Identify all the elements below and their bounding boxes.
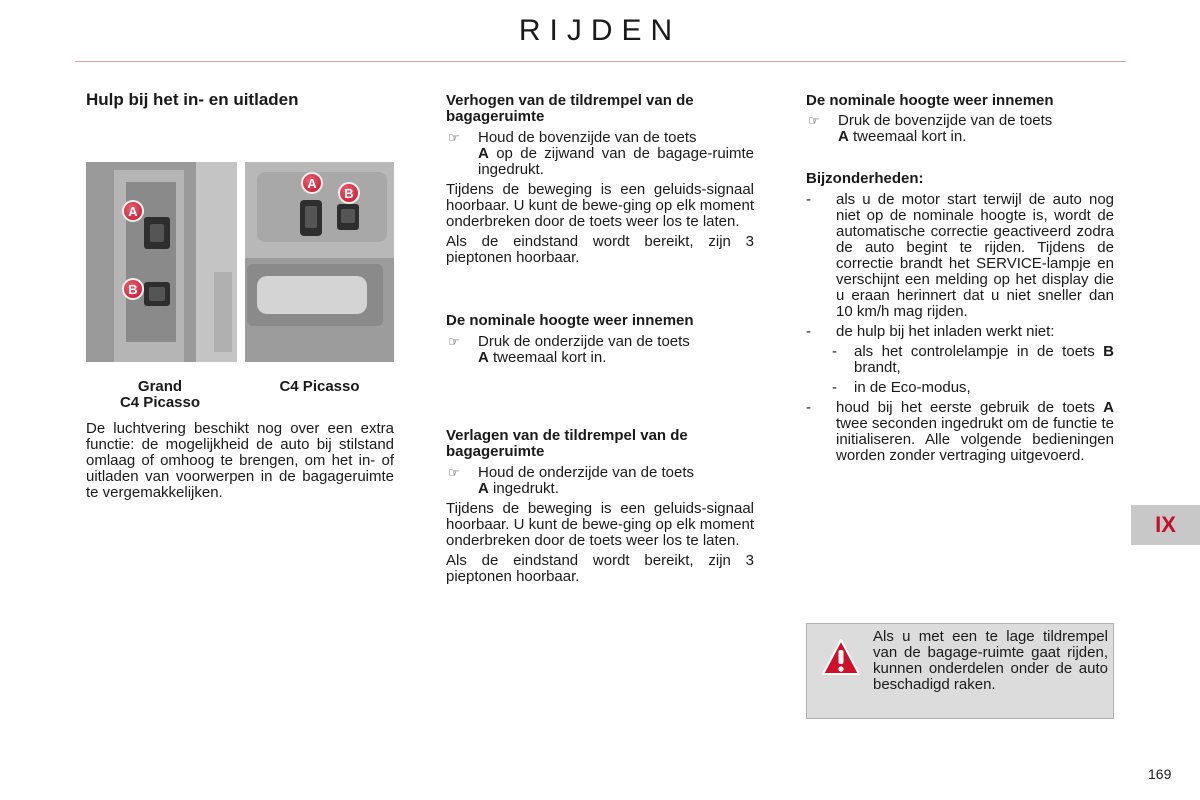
instruction-text: tweemaal kort in.: [853, 128, 967, 145]
key-label: A: [478, 480, 489, 497]
raise-paragraph-2: Als de eindstand wordt bereikt, zijn 3 pieptonen hoorbaar.: [446, 233, 754, 266]
pointing-hand-icon: ☞: [808, 113, 820, 128]
detail-subitem-1: [832, 344, 1114, 376]
warning-box: [806, 623, 1114, 719]
pointing-hand-icon: ☞: [448, 334, 460, 349]
intro-text-block: [86, 421, 394, 505]
badge-b: B: [122, 278, 144, 300]
pointing-hand-icon: ☞: [448, 130, 460, 145]
detail-item-1: [806, 192, 1114, 320]
raise-paragraph-1: Tijdens de beweging is een geluids-signaal hoorbaar. U kunt de bewe-ging op elk moment onderbreken door de toets weer los te laten.: [446, 181, 754, 230]
section-heading: Hulp bij het in- en uitladen: [86, 90, 299, 109]
chapter-tab[interactable]: IX: [1131, 505, 1200, 545]
lower-paragraph-2: Als de eindstand wordt bereikt, zijn 3 pieptonen hoorbaar.: [446, 552, 754, 585]
instruction-text: Houd de bovenzijde van de toets: [478, 129, 697, 146]
instruction-text: op de zijwand van de bagage-ruimte ingedrukt.: [478, 145, 755, 178]
badge-a: A: [122, 200, 144, 222]
instruction-text: Druk de onderzijde van de toets: [478, 333, 690, 350]
detail-text: in de Eco-modus,: [854, 379, 971, 396]
photo-c4-picasso: [245, 162, 394, 362]
key-label: A: [1103, 399, 1114, 416]
details-heading: Bijzonderheden:: [806, 170, 924, 187]
photo-grand-c4-picasso: [86, 162, 237, 362]
column-2: [446, 93, 754, 589]
key-label: B: [1103, 343, 1114, 360]
detail-item-3: [806, 400, 1114, 464]
key-label: A: [478, 145, 489, 162]
detail-subitem-2: [832, 380, 1114, 396]
detail-item-2: [806, 324, 1114, 340]
pointing-hand-icon: ☞: [448, 465, 460, 480]
detail-text: de hulp bij het inladen werkt niet:: [836, 323, 1055, 340]
instruction-text: Houd de onderzijde van de toets: [478, 464, 694, 481]
key-label: A: [838, 128, 849, 145]
switch-panel-illustration: [245, 162, 394, 362]
nominal-instruction: [806, 113, 1114, 145]
caption-grand-c4-picasso: Grand C4 Picasso: [119, 378, 201, 411]
detail-text: brandt,: [854, 359, 901, 376]
nominal-heading: De nominale hoogte weer innemen: [446, 312, 694, 329]
intro-paragraph: De luchtvering beschikt nog over een extra functie: de mogelijkheid de auto bij stilstand omlaag of omhoog te brengen, om het in- of uitladen van voorwerpen in de bagageruimte te vergemakkelijken.: [86, 420, 394, 501]
lower-heading: Verlagen van de tildrempel van de bagageruimte: [446, 427, 688, 460]
warning-text: Als u met een te lage tildrempel van de bagage-ruimte gaat rijden, kunnen onderdelen onder de auto beschadigd raken.: [873, 628, 1108, 693]
nominal-instruction: [446, 334, 754, 366]
dash-marker: -: [832, 379, 837, 396]
instruction-text: ingedrukt.: [493, 480, 559, 497]
caption-c4-picasso: C4 Picasso: [279, 378, 360, 395]
dash-marker: -: [806, 323, 811, 340]
instruction-text: Druk de bovenzijde van de toets: [838, 112, 1053, 129]
lower-paragraph-1: Tijdens de beweging is een geluids-signaal hoorbaar. U kunt de bewe-ging op elk moment onderbreken door de toets weer los te laten.: [446, 500, 754, 549]
lower-instruction: [446, 465, 754, 497]
dash-marker: -: [806, 399, 811, 416]
dash-marker: -: [806, 191, 811, 208]
switch-panel-illustration: [86, 162, 237, 362]
title-divider: [75, 61, 1126, 62]
detail-text: houd bij het eerste gebruik de toets: [836, 399, 1095, 416]
dash-marker: -: [832, 343, 837, 360]
page-number: 169: [1148, 766, 1172, 782]
badge-b: B: [338, 182, 360, 204]
raise-heading: Verhogen van de tildrempel van de bagageruimte: [446, 92, 694, 125]
column-1: [86, 92, 394, 108]
instruction-text: tweemaal kort in.: [493, 349, 607, 366]
badge-a: A: [301, 172, 323, 194]
detail-text: als het controlelampje in de toets: [854, 343, 1095, 360]
nominal-heading: De nominale hoogte weer innemen: [806, 92, 1054, 109]
warning-icon: [821, 638, 861, 678]
detail-text: twee seconden ingedrukt om de functie te initialiseren. Alle volgende bedieningen worden zonder vertraging uitgevoerd.: [836, 415, 1114, 464]
key-label: A: [478, 349, 489, 366]
raise-instruction: [446, 130, 754, 178]
page-title: RIJDEN: [518, 14, 682, 47]
column-3: [806, 93, 1114, 468]
detail-text: als u de motor start terwijl de auto nog niet op de nominale hoogte is, wordt de automatische correctie geactiveerd zodra de auto begint te rijden. Tijdens de correctie brandt het SERVICE-lampje en verschijnt een melding op het display die u eraan herinnert dat u niet sneller dan 10 km/h mag rijden.: [836, 191, 1114, 320]
